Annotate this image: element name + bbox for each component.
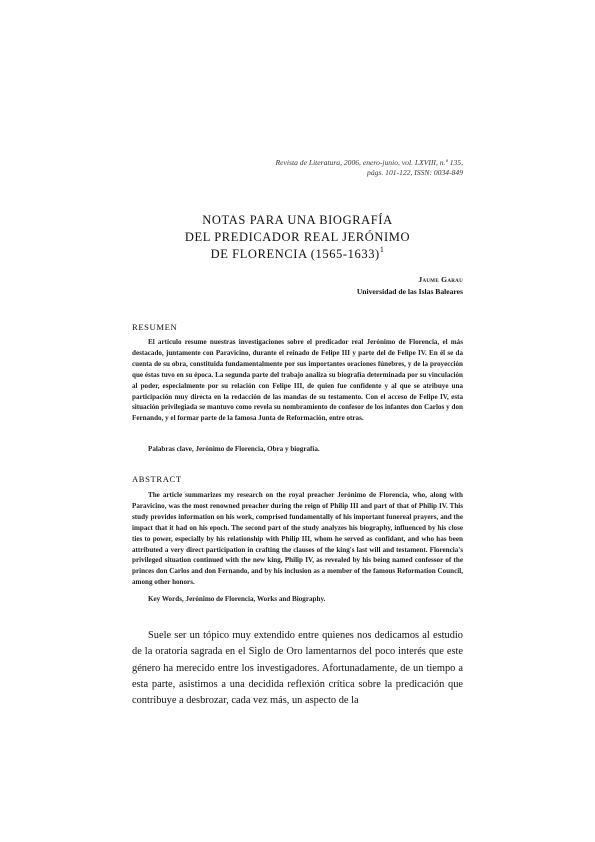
resumen-keywords [148,444,463,455]
resumen-text: El artículo resume nuestras investigaciones sobre el predicador real Jerónimo de Florencia, el más destacado, juntamente con Paravicino, durante el reinado de Felipe III y parte del de Felipe IV. En él se da cuenta de su obra, constituida fundamentalmente por sus importantes oraciones fúnebres, y de la proyección que éstas tuvo en su época. La segunda parte del trabajo analiza su biografía determinada por su vinculación al poder, especialmente por su relación con Felipe III, de quien fue confidente y al que se atribuye una participación muy directa en la redacción de las mandas de su testamento. Con el acceso de Felipe IV, esta situación privilegiada se mantuvo como revela su nombramiento de confesor de los infantes don Carlos y don Fernando, y el formar parte de la famosa Junta de Reformación, entre otras. [132,338,463,423]
body-paragraph: Suele ser un tópico muy extendido entre quienes nos dedicamos al estudio de la oratoria sagrada en el Siglo de Oro lamentarnos del poco interés que este género ha merecido entre los investigadores. Afortunadamente, de un tiempo a esta parte, asistimos a una decidida reflexión crítica sobre la predicación que contribuye a desbrozar, cada vez más, un aspecto de la [132,630,463,707]
abstract-keywords-label: Key Words [148,595,182,603]
title-footnote-mark[interactable]: 1 [379,245,385,254]
abstract-text: The article summarizes my research on the royal preacher Jerónimo de Florencia, who, along with Paravicino, was the most renowned preacher during the reign of Philip III and part of that of Philip IV. This study provides information on his work, comprised fundamentally of his important funereal prayers, and the impact that it had on his epoch. The second part of the study analyzes his biography, influenced by his close ties to power, especially by his relationship with Philip III, whom he served as confidant, and who has been attributed a very direct participation in crafting the clauses of the king's last will and testament. Florencia's privileged situation continued with the new king, Philip IV, as revealed by his being named confessor of the princes don Carlos and don Fernando, and by his inclusion as a member of the famous Reformation Council, among other honors. [132,491,463,587]
author-block [357,274,463,298]
article-title [130,212,465,263]
resumen-keywords-label: Palabras clave [148,445,192,453]
title-line-3-text: DE FLORENCIA (1565-1633) [210,247,380,261]
abstract-keywords [148,594,463,605]
resumen-heading: RESUMEN [132,322,178,332]
body-text-block [132,628,463,709]
abstract-keywords-text: , Jerónimo de Florencia, Works and Biography. [181,595,326,603]
title-line-3 [130,246,465,263]
journal-citation: Revista de Literatura, 2006, enero-junio, vol. LXVIII, n.º 135, [275,158,463,167]
abstract-heading: ABSTRACT [132,474,182,484]
journal-header [163,158,463,178]
resumen-text-block [132,337,463,424]
title-line-1: NOTAS PARA UNA BIOGRAFÍA [202,213,393,227]
abstract-text-block [132,490,463,588]
author-name: Jaume Garau [418,275,463,284]
resumen-keywords-text: , Jerónimo de Florencia, Obra y biografía. [191,445,320,453]
author-affiliation: Universidad de las Islas Baleares [356,287,463,296]
title-line-2: DEL PREDICADOR REAL JERÓNIMO [184,230,411,244]
journal-pages: págs. 101-122, ISSN: 0034-849 [367,168,463,177]
